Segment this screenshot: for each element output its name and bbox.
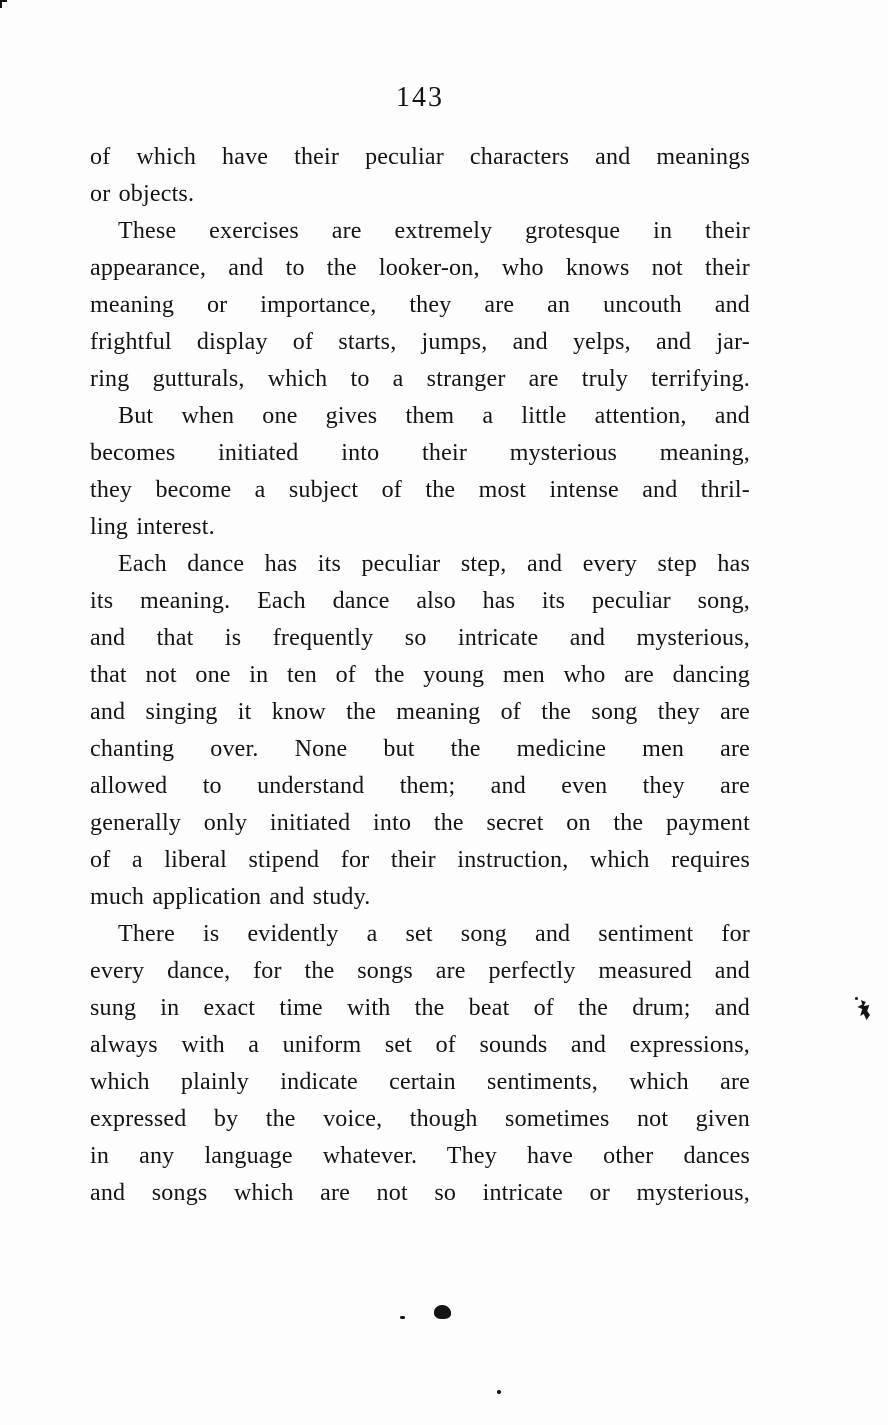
text-line: Each dance has its peculiar step, and every step has [118,551,750,577]
text-line: chanting over. None but the medicine men are [90,736,750,762]
ink-blot [434,1305,451,1319]
text-line: every dance, for the songs are perfectly measured and [90,958,750,984]
text-line: or objects. [90,181,195,207]
text-line: sung in exact time with the beat of the drum; and [90,995,750,1021]
text-line: and singing it know the meaning of the song they are [90,699,750,725]
text-line: in any language whatever. They have other dances [90,1143,750,1169]
text-line: always with a uniform set of sounds and expressions, [90,1032,750,1058]
text-line: appearance, and to the looker-on, who knows not their [90,255,750,281]
page-text-block [90,139,750,1212]
text-line: and that is frequently so intricate and mysterious, [90,625,750,651]
text-line: of which have their peculiar characters and meanings [90,144,750,170]
text-line: and songs which are not so intricate or mysterious, [90,1180,750,1206]
text-line: generally only initiated into the secret on the payment [90,810,750,836]
text-line: These exercises are extremely grotesque in their [118,218,750,244]
text-line: ling interest. [90,514,215,540]
text-line: its meaning. Each dance also has its peculiar song, [90,588,750,614]
text-line: which plainly indicate certain sentiments, which are [90,1069,750,1095]
text-line: they become a subject of the most intense and thril- [90,477,750,503]
text-line: There is evidently a set song and sentiment for [118,921,750,947]
ink-speck [400,1316,405,1319]
text-line: allowed to understand them; and even they are [90,773,750,799]
ink-speck [855,997,858,1000]
page-number: 143 [396,82,444,113]
text-line: of a liberal stipend for their instruction, which requires [90,847,750,873]
text-line: expressed by the voice, though sometimes not given [90,1106,750,1132]
text-line: But when one gives them a little attention, and [118,403,750,429]
text-line: becomes initiated into their mysterious meaning, [90,440,750,466]
ink-dot [497,1390,501,1394]
text-line: much application and study. [90,884,371,910]
text-line: frightful display of starts, jumps, and yelps, and jar- [90,329,750,355]
text-line: that not one in ten of the young men who are dancing [90,662,750,688]
text-line: meaning or importance, they are an uncouth and [90,292,750,318]
ink-blotch-right-margin [856,1000,870,1020]
text-line: ring gutturals, which to a stranger are truly terrifying. [90,366,750,392]
